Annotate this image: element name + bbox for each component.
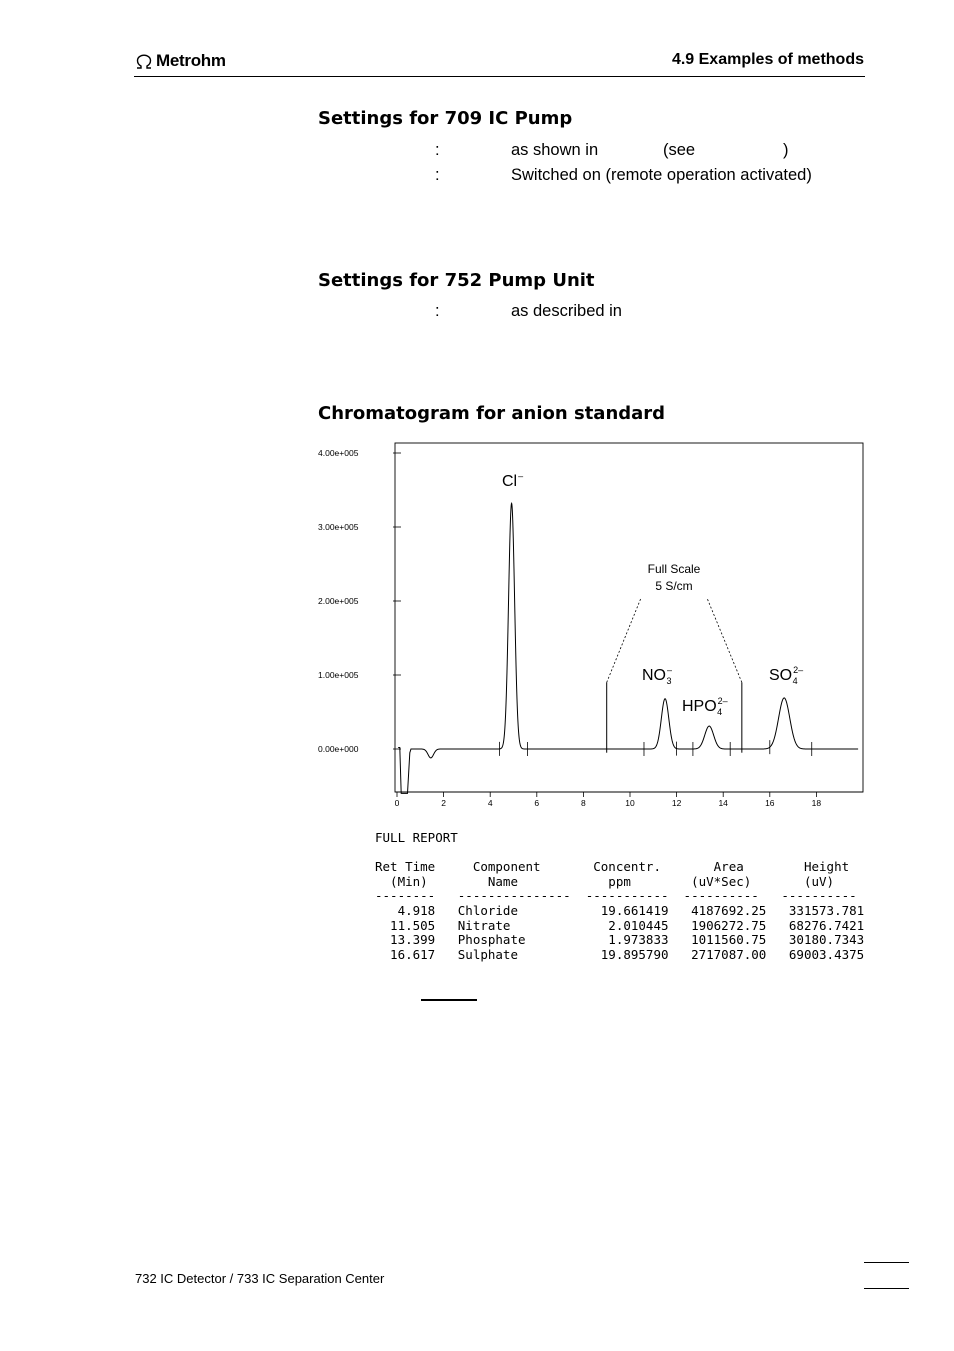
x-tick-label: 14 [718,798,728,808]
pump709-row-1-value: as shown in [511,141,599,159]
plot-frame [395,443,863,792]
x-tick-label: 10 [625,798,635,808]
pump709-row-2-value: Switched on (remote operation activated) [511,166,812,184]
x-axis [395,792,863,808]
full-report [375,831,864,962]
footer-page-rule-bottom [864,1288,909,1289]
chromatogram-trace [398,503,858,793]
chromatogram-heading: Chromatogram for anion standard [318,403,666,424]
y-tick-label: 2.00e+005 [318,596,359,606]
y-tick-label: 4.00e+005 [318,448,359,458]
report-row: 13.399 Phosphate 1.973833 1011560.75 30180.7343 [375,932,865,948]
full-scale-annotation [648,562,701,593]
x-tick-label: 4 [487,798,493,808]
x-tick-label: 18 [811,798,822,808]
report-row: 4.918 Chloride 19.661419 4187692.25 331573.781 [375,902,865,918]
full-scale-window [607,598,742,753]
ion-formula: SO [769,667,793,684]
window-left-leader [607,598,641,682]
pump752-row-1-value: as described in [511,302,622,320]
x-tick-label: 6 [534,798,540,808]
ion-charge: 2– [793,665,804,675]
x-tick-label: 12 [671,798,682,808]
report-underline [421,999,477,1001]
peak-label [642,665,672,686]
ion-formula: Cl [502,473,518,490]
pump709-heading: Settings for 709 IC Pump [318,108,573,129]
footer-product: 732 IC Detector / 733 IC Separation Center [135,1271,385,1286]
report-header-1: Ret Time Component Concentr. Area Height [375,859,850,875]
peak-labels [502,471,803,717]
report-row: 11.505 Nitrate 2.010445 1906272.75 68276.7421 [375,917,865,933]
ion-formula: HPO [682,698,717,715]
ion-charge: 2– [717,696,728,706]
report-row: 16.617 Sulphate 19.895790 2717087.00 69003.4375 [375,946,865,962]
pump709-row-1-colon: : [435,141,440,159]
pump709-row-1-see: (see [663,141,696,159]
y-tick-label: 1.00e+005 [318,670,359,680]
annotation-line: 5 S/cm [655,579,693,593]
report-header-2: (Min) Name ppm (uV*Sec) (uV) [375,873,835,889]
section-title: 4.9 Examples of methods [671,51,864,68]
peak-markers [500,740,812,756]
annotation-line: Full Scale [647,562,701,576]
pump709-row-1-paren: ) [783,141,789,159]
y-tick-label: 0.00e+000 [318,744,359,754]
ion-subscript: 4 [717,707,723,717]
pump709-row-2-colon: : [435,166,440,184]
report-divider: -------- --------------- ----------- ---------- ---------- [375,888,857,904]
ion-charge: – [518,471,524,481]
x-tick-label: 0 [394,798,400,808]
omega-icon [135,54,153,69]
peak-label [682,696,728,717]
ion-charge: – [667,665,673,675]
y-axis [318,448,401,754]
brand-name: Metrohm [156,51,226,70]
pump752-heading: Settings for 752 Pump Unit [318,270,595,291]
header-divider [134,76,865,77]
x-tick-label: 2 [441,798,446,808]
window-right-leader [707,598,742,682]
peak-label [502,471,523,490]
chromatogram-chart [310,436,870,816]
x-tick-label: 16 [765,798,775,808]
ion-formula: NO [642,667,666,684]
x-tick-label: 8 [581,798,586,808]
metrohm-logo [135,51,226,71]
report-title: FULL REPORT [375,830,458,845]
ion-subscript: 4 [792,676,798,686]
ion-subscript: 3 [666,676,672,686]
peak-label [769,665,803,686]
y-tick-label: 3.00e+005 [318,522,359,532]
pump752-row-1-colon: : [435,302,440,320]
footer-page-rule-top [864,1262,909,1263]
